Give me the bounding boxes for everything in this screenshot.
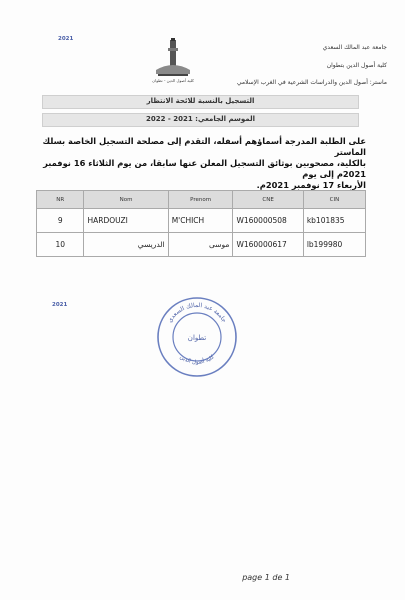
paragraph-line-1: على الطلبة المدرجة أسماؤهم أسفله، التقدم إلى مصلحة التسجيل الخاصة بسلك الماستر [42, 136, 366, 157]
cell-cin: kb101835 [303, 209, 365, 233]
students-table [36, 190, 366, 257]
seal-ring-text: جامعة عبد المالك السعدي [166, 301, 228, 324]
master-name: ماستر: أصول الدين والدراسات الشرعية في الغرب الإسلامي [236, 79, 387, 86]
cell-prenom: M'CHICH [168, 209, 233, 233]
date-stamp-top [58, 36, 73, 42]
paragraph-line-3: الأربعاء 17 نوفمبر 2021م. [256, 180, 366, 190]
cell-nr: 9 [37, 209, 84, 233]
seal-center-text: تطوان [187, 334, 207, 342]
official-seal [156, 296, 238, 378]
cell-cne: W160000508 [233, 209, 303, 233]
page-number: page 1 de 1 [242, 573, 290, 582]
logo-caption: كلية أصول الدين - تطوان [152, 78, 194, 83]
announcement-paragraph [36, 136, 366, 191]
col-nom: Nom [84, 191, 168, 209]
col-cin: CIN [303, 191, 365, 209]
cell-prenom: موسى [168, 233, 233, 257]
seal-bottom-text: كلية أصول الدين [178, 354, 216, 366]
cell-nom: الدريسي [84, 233, 168, 257]
table-header-row [37, 191, 366, 209]
date-stamp-top-text: 2021 [58, 36, 74, 42]
date-stamp-middle [52, 302, 67, 308]
cell-cne: W160000617 [233, 233, 303, 257]
season-title: الموسم الجامعي: 2021 - 2022 [42, 113, 359, 127]
cell-cin: lb199980 [303, 233, 365, 257]
cell-nr: 10 [37, 233, 84, 257]
col-prenom: Prenom [168, 191, 233, 209]
faculty-name: كلية أصول الدين بتطوان [326, 62, 387, 69]
col-cne: CNE [233, 191, 303, 209]
date-stamp-middle-text: 2021 [52, 302, 68, 308]
main-title: التسجيل بالنسبة للائحة الانتظار [42, 95, 359, 109]
university-name: جامعة عبد المالك السعدي [322, 44, 387, 51]
paragraph-line-2: بالكلية، مصحوبين بوثائق التسجيل المعلن عنها سابقا، من يوم الثلاثاء 16 نوفمبر 2021م إلى يوم [43, 158, 366, 179]
col-nr: NR [37, 191, 84, 209]
cell-nom: HARDOUZI [84, 209, 168, 233]
faculty-logo [152, 38, 194, 84]
table-row [37, 209, 366, 233]
table-row [37, 233, 366, 257]
